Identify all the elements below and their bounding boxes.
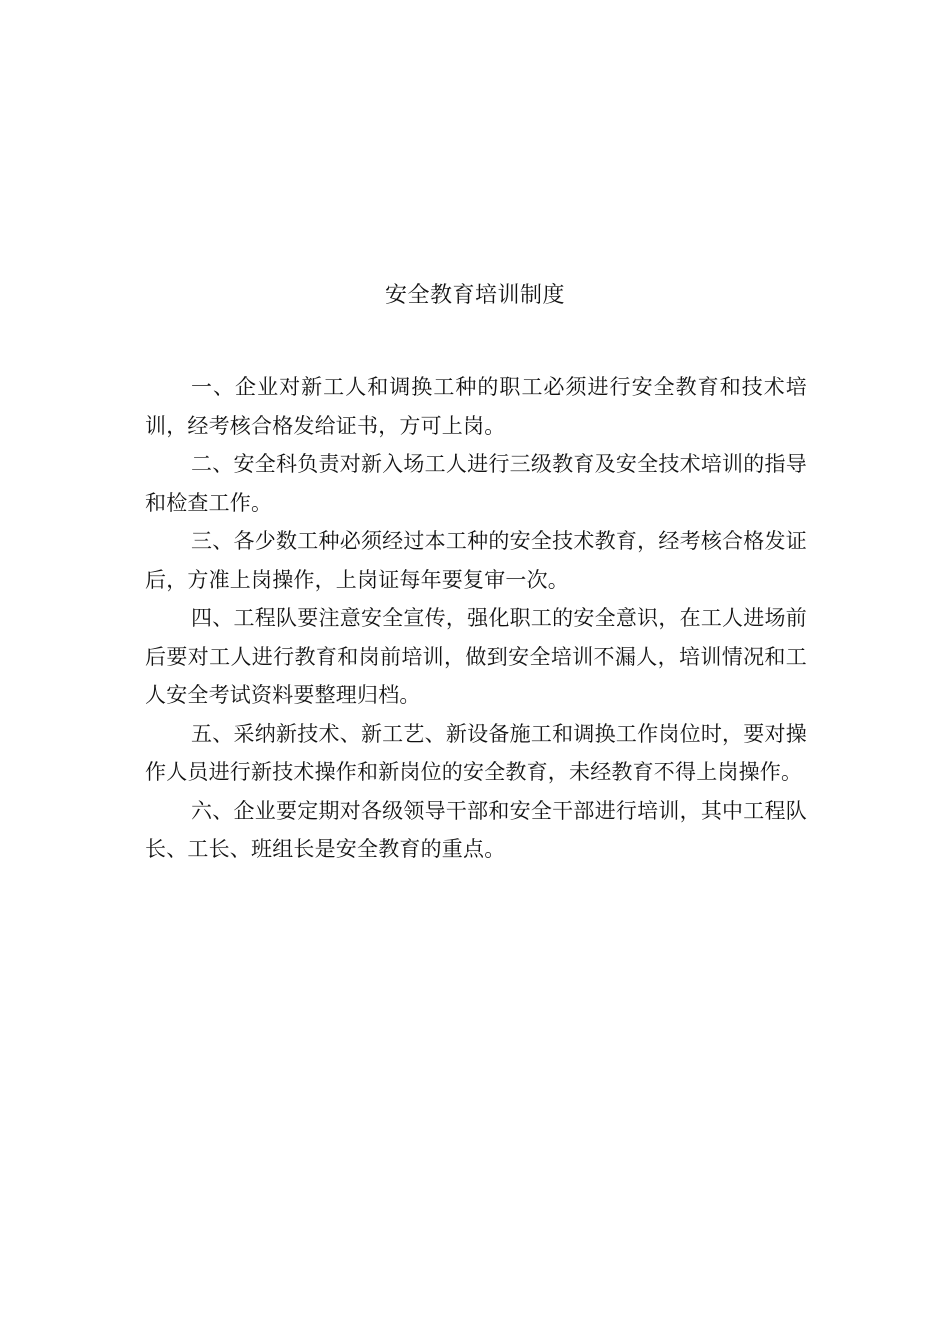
clause-5: 五、采纳新技术、新工艺、新设备施工和调换工作岗位时，要对操作人员进行新技术操作和新岗位的安全教育，未经教育不得上岗操作。 — [145, 721, 807, 784]
clause-1: 一、企业对新工人和调换工种的职工必须进行安全教育和技术培训，经考核合格发给证书，方可上岗。 — [145, 375, 807, 438]
clause-3: 三、各少数工种必须经过本工种的安全技术教育，经考核合格发证后，方准上岗操作，上岗证每年要复审一次。 — [145, 529, 807, 592]
clause-6: 六、企业要定期对各级领导干部和安全干部进行培训，其中工程队长、工长、班组长是安全教育的重点。 — [145, 798, 807, 861]
document-body — [145, 368, 807, 869]
document-title: 安全教育培训制度 — [384, 283, 565, 308]
clause-2: 二、安全科负责对新入场工人进行三级教育及安全技术培训的指导和检查工作。 — [145, 452, 807, 515]
clause-4: 四、工程队要注意安全宣传，强化职工的安全意识，在工人进场前后要对工人进行教育和岗前培训，做到安全培训不漏人，培训情况和工人安全考试资料要整理归档。 — [145, 606, 807, 707]
